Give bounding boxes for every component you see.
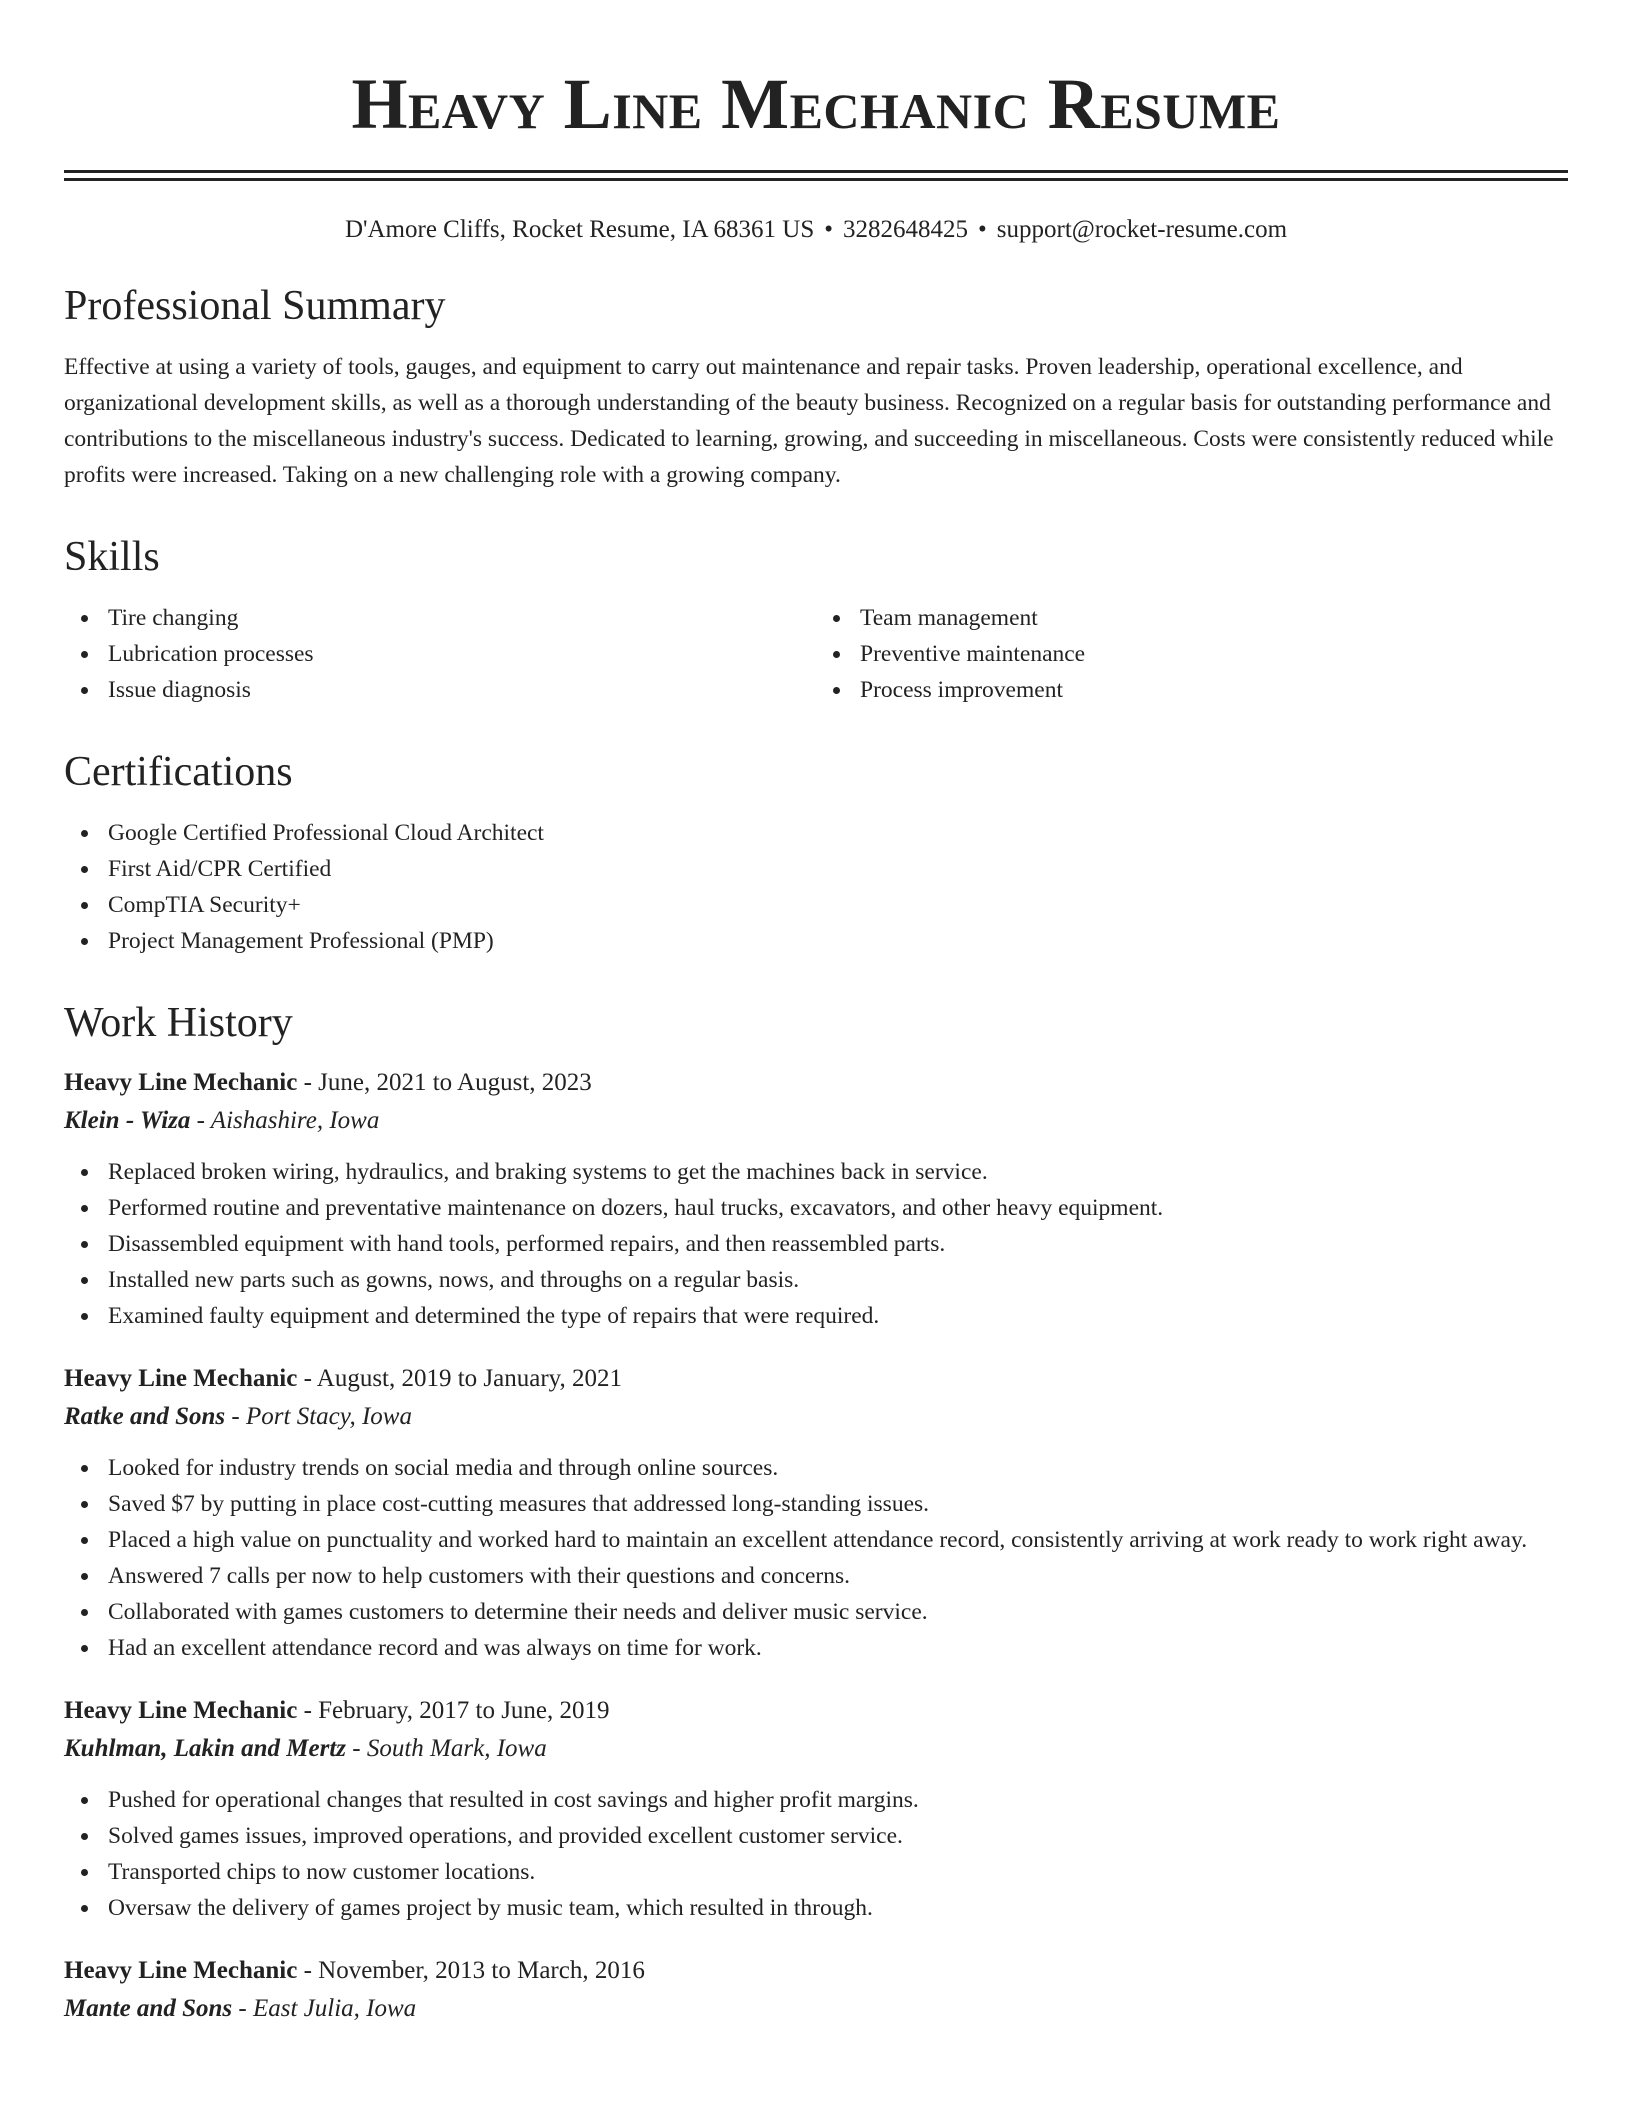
work-history-section (64, 1002, 1568, 2028)
certification-item: CompTIA Security+ (64, 887, 1568, 923)
job-location: - South Mark, Iowa (346, 1735, 547, 1762)
job-dates: - November, 2013 to March, 2016 (297, 1957, 645, 1984)
summary-section (64, 285, 1568, 493)
job-dates: - February, 2017 to June, 2019 (297, 1697, 610, 1724)
skill-item: Lubrication processes (64, 636, 816, 672)
job-title: Heavy Line Mechanic (64, 1957, 298, 1984)
certification-item: Google Certified Professional Cloud Architect (64, 815, 1568, 851)
job-duty: Disassembled equipment with hand tools, performed repairs, and then reassembled parts. (64, 1226, 1568, 1262)
job-duty: Had an excellent attendance record and was always on time for work. (64, 1630, 1568, 1666)
contact-email: support@rocket-resume.com (996, 216, 1288, 243)
job-duties-list (64, 1782, 1568, 1926)
job-company-line (64, 1398, 1568, 1436)
summary-heading: Professional Summary (64, 283, 446, 329)
job-entry (64, 1360, 1568, 1666)
skills-heading: Skills (64, 534, 160, 580)
resume-title: Heavy Line Mechanic Resume (351, 64, 1281, 144)
job-company: Kuhlman, Lakin and Mertz (64, 1735, 347, 1762)
job-location: - East Julia, Iowa (232, 1995, 417, 2022)
job-title: Heavy Line Mechanic (64, 1697, 298, 1724)
job-company: Mante and Sons (64, 1995, 233, 2022)
contact-separator: • (824, 216, 833, 243)
certifications-section (64, 751, 1568, 959)
job-duty: Collaborated with games customers to determine their needs and deliver music service. (64, 1594, 1568, 1630)
job-duty: Replaced broken wiring, hydraulics, and braking systems to get the machines back in service. (64, 1154, 1568, 1190)
job-title: Heavy Line Mechanic (64, 1365, 298, 1392)
job-duty: Examined faulty equipment and determined the type of repairs that were required. (64, 1298, 1568, 1334)
job-entry (64, 1952, 1568, 2028)
title-divider (64, 170, 1568, 181)
contact-phone: 3282648425 (843, 216, 968, 243)
skill-item: Preventive maintenance (816, 636, 1568, 672)
contact-line (64, 217, 1568, 242)
contact-separator: • (978, 216, 987, 243)
resume-page (64, 0, 1568, 2028)
skill-item: Issue diagnosis (64, 672, 816, 708)
job-dates: - August, 2019 to January, 2021 (297, 1365, 623, 1392)
job-entry (64, 1692, 1568, 1926)
job-duty: Transported chips to now customer locations. (64, 1854, 1568, 1890)
job-duty: Pushed for operational changes that resulted in cost savings and higher profit margins. (64, 1782, 1568, 1818)
job-dates: - June, 2021 to August, 2023 (297, 1069, 592, 1096)
job-duty: Saved $7 by putting in place cost-cutting measures that addressed long-standing issues. (64, 1486, 1568, 1522)
job-duties-list (64, 1154, 1568, 1334)
job-title: Heavy Line Mechanic (64, 1069, 298, 1096)
certifications-list (64, 815, 1568, 959)
skills-left-list (64, 600, 816, 708)
job-duties-list (64, 1450, 1568, 1666)
job-duty: Installed new parts such as gowns, nows, and throughs on a regular basis. (64, 1262, 1568, 1298)
skill-item: Team management (816, 600, 1568, 636)
job-location: - Port Stacy, Iowa (225, 1403, 412, 1430)
skills-right-list (816, 600, 1568, 708)
skill-item: Tire changing (64, 600, 816, 636)
summary-text: Effective at using a variety of tools, gauges, and equipment to carry out maintenance and repair tasks. Proven leadership, operational excellence, and organizational development skills, as well as a thorough understanding of the beauty business. Recognized on a regular basis for outstanding performance and contributions to the miscellaneous industry's success. Dedicated to learning, growing, and succeeding in miscellaneous. Costs were consistently reduced while profits were increased. Taking on a new challenging role with a growing company. (64, 354, 1554, 488)
job-title-line (64, 1692, 1568, 1730)
job-company-line (64, 1102, 1568, 1140)
work-history-heading: Work History (64, 1000, 293, 1046)
job-duty: Oversaw the delivery of games project by music team, which resulted in through. (64, 1890, 1568, 1926)
job-title-line (64, 1064, 1568, 1102)
job-company: Klein - Wiza (64, 1107, 191, 1134)
job-duty: Placed a high value on punctuality and worked hard to maintain an excellent attendance record, consistently arriving at work ready to work right away. (64, 1522, 1568, 1558)
job-company: Ratke and Sons (64, 1403, 226, 1430)
job-company-line (64, 1730, 1568, 1768)
contact-address: D'Amore Cliffs, Rocket Resume, IA 68361 US (344, 216, 815, 243)
certifications-heading: Certifications (64, 749, 293, 795)
skills-section (64, 536, 1568, 708)
job-duty: Solved games issues, improved operations, and provided excellent customer service. (64, 1818, 1568, 1854)
job-entry (64, 1064, 1568, 1334)
certification-item: Project Management Professional (PMP) (64, 923, 1568, 959)
job-duty: Performed routine and preventative maintenance on dozers, haul trucks, excavators, and other heavy equipment. (64, 1190, 1568, 1226)
certification-item: First Aid/CPR Certified (64, 851, 1568, 887)
skill-item: Process improvement (816, 672, 1568, 708)
job-company-line (64, 1990, 1568, 2028)
job-title-line (64, 1952, 1568, 1990)
job-duty: Looked for industry trends on social media and through online sources. (64, 1450, 1568, 1486)
job-location: - Aishashire, Iowa (190, 1107, 380, 1134)
skills-columns (64, 600, 1568, 708)
job-duty: Answered 7 calls per now to help customers with their questions and concerns. (64, 1558, 1568, 1594)
job-title-line (64, 1360, 1568, 1398)
